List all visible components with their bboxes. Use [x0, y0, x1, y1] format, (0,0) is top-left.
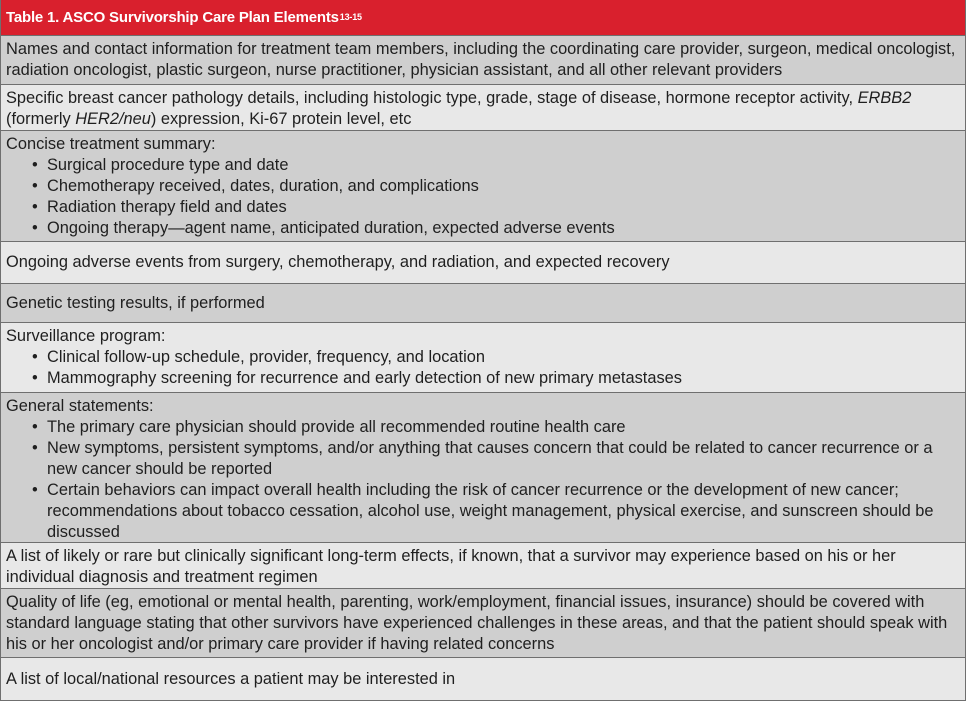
table-row-general-statements — [1, 393, 965, 543]
list-item: • Chemotherapy received, dates, duration, and complications — [47, 176, 960, 197]
row-text: Genetic testing results, if performed — [6, 293, 265, 312]
row-text: Names and contact information for treatment team members, including the coordinating care provider, surgeon, medical oncologist, radiation oncologist, plastic surgeon, nurse practitioner, physician assistant, and all other relevant providers — [6, 40, 956, 79]
row-text: A list of likely or rare but clinically significant long-term effects, if known, that a survivor may experience based on his or her individual diagnosis and treatment regimen — [6, 547, 896, 586]
list-item: • New symptoms, persistent symptoms, and/or anything that causes concern that could be related to cancer recurrence or a new cancer should be reported — [47, 438, 960, 480]
row-heading: Surveillance program: — [6, 327, 166, 345]
table-title — [1, 0, 965, 36]
table-title-citation: 13-15 — [339, 11, 362, 22]
bullet-list — [6, 347, 960, 389]
table-row-resources — [1, 658, 965, 700]
table-row-treatment-summary — [1, 131, 965, 242]
table-row-long-term-effects — [1, 543, 965, 589]
table-row-pathology — [1, 85, 965, 131]
list-item: • Radiation therapy field and dates — [47, 197, 960, 218]
row-heading: General statements: — [6, 397, 154, 415]
list-item: • Ongoing therapy—agent name, anticipated duration, expected adverse events — [47, 218, 960, 239]
list-item: • Surgical procedure type and date — [47, 155, 960, 176]
table-row-surveillance — [1, 323, 965, 393]
row-text: Ongoing adverse events from surgery, chemotherapy, and radiation, and expected recovery — [6, 253, 670, 271]
list-item: • The primary care physician should provide all recommended routine health care — [47, 417, 960, 438]
bullet-list — [6, 155, 960, 239]
list-item: • Clinical follow-up schedule, provider, frequency, and location — [47, 347, 960, 368]
row-text: Quality of life (eg, emotional or mental health, parenting, work/employment, financial issues, insurance) should be covered with standard language stating that other survivors have experienced challenges in these areas, and that the patient should speak with his or her oncologist and/or primary care provider if having related concerns — [6, 593, 948, 653]
list-item: • Mammography screening for recurrence and early detection of new primary metastases — [47, 368, 960, 389]
row-text: A list of local/national resources a patient may be interested in — [6, 669, 456, 688]
table-title-text: Table 1. ASCO Survivorship Care Plan Elements — [6, 9, 339, 26]
table-row-genetic-testing — [1, 284, 965, 323]
bullet-list — [6, 417, 960, 543]
row-text: Specific breast cancer pathology details, including histologic type, grade, stage of disease, hormone receptor activity, ERBB2 (formerly HER2/neu) expression, Ki-67 protein level, etc — [6, 89, 912, 128]
list-item: • Certain behaviors can impact overall health including the risk of cancer recurrence or the development of new cancer; recommendations about tobacco cessation, alcohol use, weight management, physical exercise, and sunscreen should be discussed — [47, 480, 960, 543]
table-row-contacts — [1, 36, 965, 85]
table-row-adverse-events — [1, 242, 965, 284]
row-heading: Concise treatment summary: — [6, 135, 216, 153]
table-row-quality-of-life — [1, 589, 965, 658]
